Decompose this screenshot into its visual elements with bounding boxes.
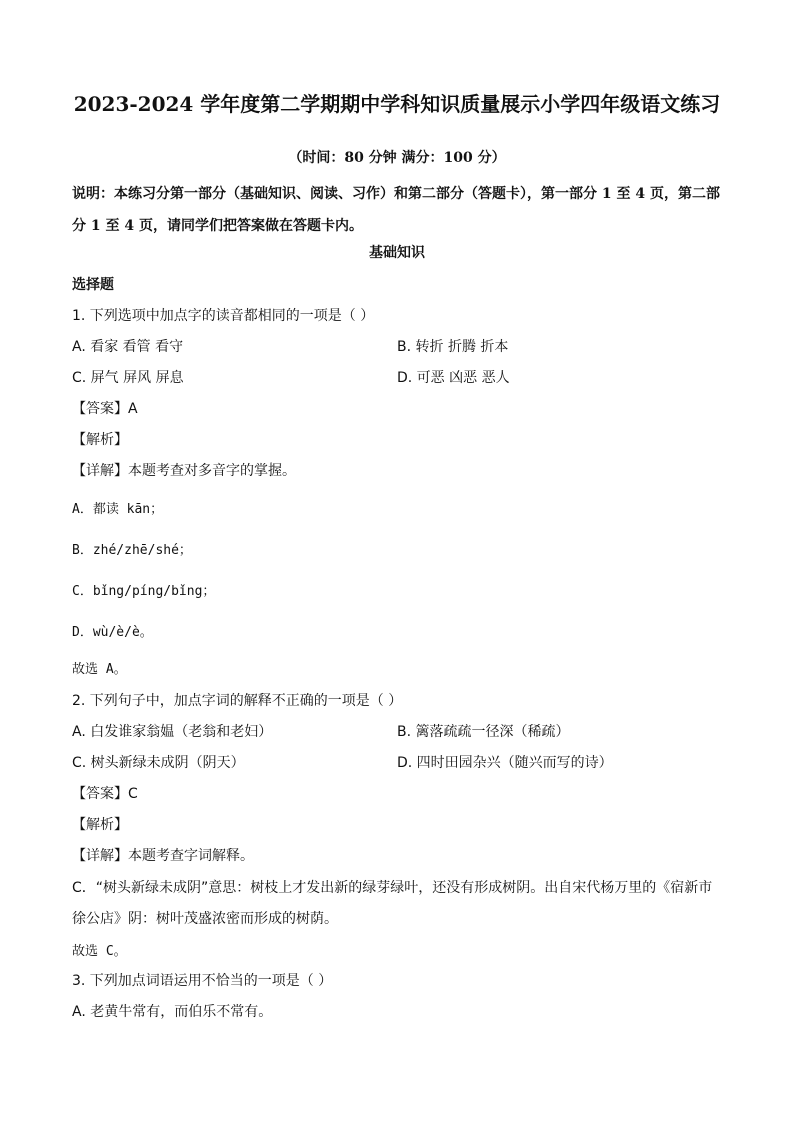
question-1-explanation-b: B．zhé/zhē/shé； <box>72 543 192 558</box>
exam-time-score: （时间：80 分钟 满分：100 分） <box>288 150 506 166</box>
question-2-option-b: B. 篱落疏疏一径深（稀疏） <box>397 724 570 740</box>
instructions-note: 说明：本练习分第一部分（基础知识、阅读、习作）和第二部分（答题卡），第一部分 1 至 4 页，第二部分 1 至 4 页，请同学们把答案做在答题卡内。 <box>72 186 720 234</box>
question-1-answer: 【答案】A <box>72 401 138 417</box>
question-2-option-c: C. 树头新绿未成阴（阴天） <box>72 755 245 771</box>
question-1-explanation-c: C．bǐng/píng/bǐng； <box>72 584 216 599</box>
question-1-option-d: D. 可恶 凶恶 恶人 <box>397 370 510 386</box>
question-1-conclusion: 故选 A。 <box>72 662 127 677</box>
question-2-option-d: D. 四时田园杂兴（随兴而写的诗） <box>397 755 613 771</box>
question-2-detail: 【详解】本题考查字词解释。 <box>72 848 254 864</box>
question-1-detail: 【详解】本题考查对多音字的掌握。 <box>72 463 296 479</box>
question-1-analysis-label: 【解析】 <box>72 432 128 448</box>
question-1-option-c: C. 屏气 屏风 屏息 <box>72 370 184 386</box>
question-2-conclusion: 故选 C。 <box>72 944 127 959</box>
question-2-stem: 2. 下列句子中，加点字词的解释不正确的一项是（ ） <box>72 693 403 709</box>
question-1-stem: 1. 下列选项中加点字的读音都相同的一项是（ ） <box>72 308 375 324</box>
question-1-explanation-a: A．都读 kān； <box>72 502 164 517</box>
question-2-explanation: C．“树头新绿未成阴”意思：树枝上才发出新的绿芽绿叶，还没有形成树阴。出自宋代杨万里的《宿新市徐公店》阴：树叶茂盛浓密而形成的树荫。 <box>72 880 713 927</box>
question-2-analysis-label: 【解析】 <box>72 817 128 833</box>
question-3-option-a: A. 老黄牛常有，而伯乐不常有。 <box>72 1004 273 1020</box>
question-2-option-a: A. 白发谁家翁媪（老翁和老妇） <box>72 724 273 740</box>
question-1-option-b: B. 转折 折腾 折本 <box>397 339 509 355</box>
document-title: 2023-2024 学年度第二学期期中学科知识质量展示小学四年级语文练习 <box>73 92 721 116</box>
section-title: 基础知识 <box>369 245 425 261</box>
question-type-label: 选择题 <box>72 277 114 293</box>
question-1-explanation-d: D．wù/è/è。 <box>72 625 153 640</box>
question-2-answer: 【答案】C <box>72 786 138 802</box>
question-3-stem: 3. 下列加点词语运用不恰当的一项是（ ） <box>72 973 333 989</box>
question-1-option-a: A. 看家 看管 看守 <box>72 339 184 355</box>
